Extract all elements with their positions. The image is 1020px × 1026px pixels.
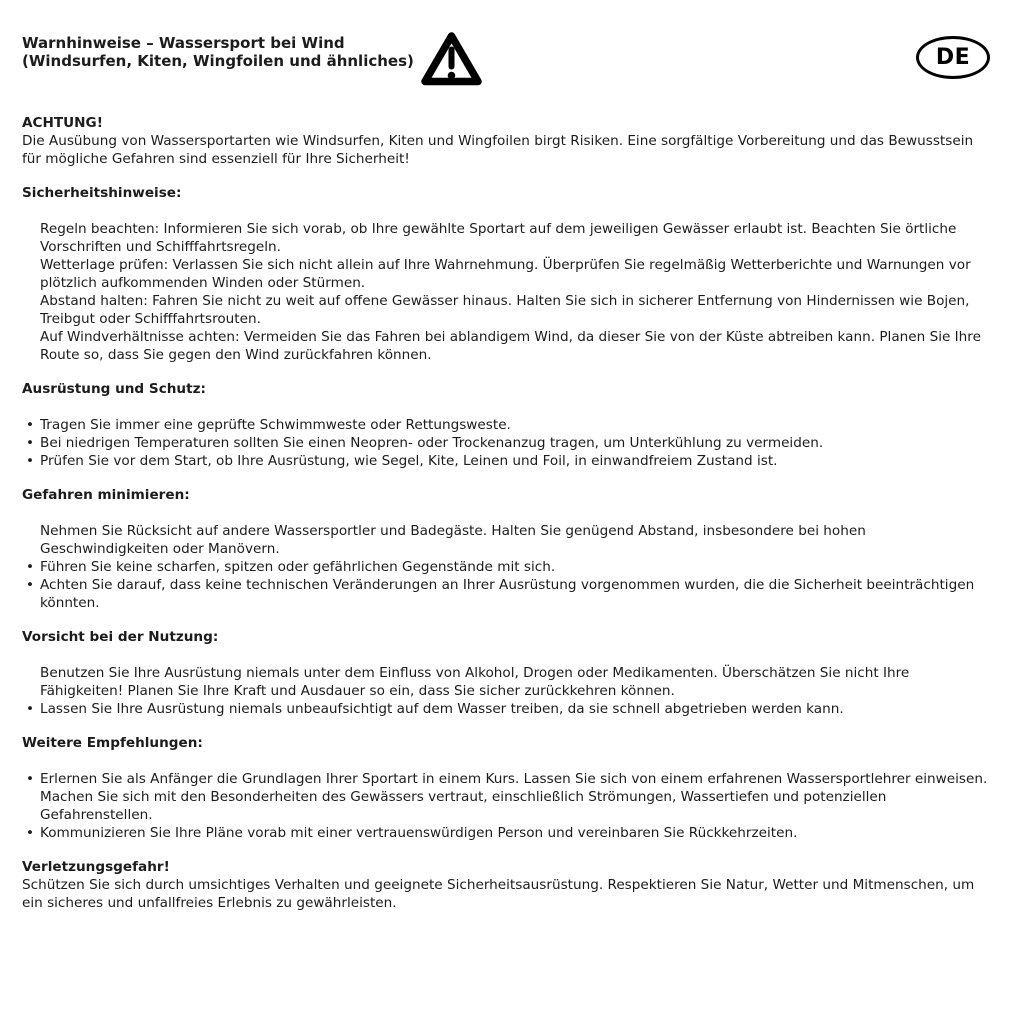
section-heading: ACHTUNG!	[22, 115, 103, 131]
section-sicherheitshinweise	[22, 184, 994, 364]
section-heading: Vorsicht bei der Nutzung:	[22, 629, 219, 645]
list-item: Regeln beachten: Informieren Sie sich vorab, ob Ihre gewählte Sportart auf dem jeweiligen Gewässer erlaubt ist. Beachten Sie örtliche Vorschriften und Schifffahrtsregeln.	[40, 221, 957, 255]
section-heading: Weitere Empfehlungen:	[22, 735, 203, 751]
list-item: Benutzen Sie Ihre Ausrüstung niemals unter dem Einfluss von Alkohol, Drogen oder Medikamenten. Überschätzen Sie nicht Ihre Fähigkeiten! Planen Sie Ihre Kraft und Ausdauer so ein, dass Sie sicher zurückkehren können.	[40, 665, 910, 699]
page-title-line2: (Windsurfen, Kiten, Wingfoilen und ähnliches)	[22, 52, 414, 70]
list-item: • Lassen Sie Ihre Ausrüstung niemals unbeaufsichtigt auf dem Wasser treiben, da sie schnell abgetrieben werden kann.	[22, 700, 994, 718]
list-item: Nehmen Sie Rücksicht auf andere Wassersportler und Badegäste. Halten Sie genügend Abstand, insbesondere bei hohen Geschwindigkeiten oder Manövern.	[40, 523, 866, 557]
paragraph: Die Ausübung von Wassersportarten wie Windsurfen, Kiten und Wingfoilen birgt Risiken. Eine sorgfältige Vorbereitung und das Bewusstsein für mögliche Gefahren sind essenziell für Ihre Sicherheit!	[22, 133, 974, 167]
document-header	[22, 34, 994, 94]
section-heading: Verletzungsgefahr!	[22, 859, 170, 875]
section-ausruestung-und-schutz	[22, 380, 994, 470]
section-heading: Gefahren minimieren:	[22, 487, 190, 503]
list-item: • Achten Sie darauf, dass keine technischen Veränderungen an Ihrer Ausrüstung vorgenommen wurden, die die Sicherheit beeinträchtigen könnten.	[22, 576, 994, 612]
list-item: • Kommunizieren Sie Ihre Pläne vorab mit einer vertrauenswürdigen Person und vereinbaren Sie Rückkehrzeiten.	[22, 824, 994, 842]
page-title	[22, 34, 414, 70]
page-title-line1: Warnhinweise – Wassersport bei Wind	[22, 34, 345, 52]
list-item: • Führen Sie keine scharfen, spitzen oder gefährlichen Gegenstände mit sich.	[22, 558, 994, 576]
paragraph: Schützen Sie sich durch umsichtiges Verhalten und geeignete Sicherheitsausrüstung. Respektieren Sie Natur, Wetter und Mitmenschen, um ein sicheres und unfallfreies Erlebnis zu gewährleisten.	[22, 877, 975, 911]
list-item: • Tragen Sie immer eine geprüfte Schwimmweste oder Rettungsweste.	[22, 416, 994, 434]
list-item: • Bei niedrigen Temperaturen sollten Sie einen Neopren- oder Trockenanzug tragen, um Unterkühlung zu vermeiden.	[22, 434, 994, 452]
section-gefahren-minimieren	[22, 486, 994, 612]
language-badge: DE	[916, 36, 990, 79]
section-heading: Ausrüstung und Schutz:	[22, 381, 206, 397]
warning-triangle-icon	[420, 29, 483, 94]
list-item: • Prüfen Sie vor dem Start, ob Ihre Ausrüstung, wie Segel, Kite, Leinen und Foil, in einwandfreiem Zustand ist.	[22, 452, 994, 470]
section-achtung	[22, 114, 994, 168]
section-vorsicht-bei-der-nutzung	[22, 628, 994, 718]
list-item: Abstand halten: Fahren Sie nicht zu weit auf offene Gewässer hinaus. Halten Sie sich in sicherer Entfernung von Hindernissen wie Bojen, Treibgut oder Schifffahrtsrouten.	[40, 293, 970, 327]
section-verletzungsgefahr	[22, 858, 994, 912]
list-item: Machen Sie sich mit den Besonderheiten des Gewässers vertraut, einschließlich Strömungen, Wassertiefen und potenziellen Gefahrenstellen.	[40, 789, 887, 823]
section-heading: Sicherheitshinweise:	[22, 185, 182, 201]
list-item: • Erlernen Sie als Anfänger die Grundlagen Ihrer Sportart in einem Kurs. Lassen Sie sich von einem erfahrenen Wassersportlehrer einweisen.	[22, 770, 994, 788]
list-item: Auf Windverhältnisse achten: Vermeiden Sie das Fahren bei ablandigem Wind, da dieser Sie von der Küste abtreiben kann. Planen Sie Ihre Route so, dass Sie gegen den Wind zurückfahren können.	[40, 329, 981, 363]
section-weitere-empfehlungen	[22, 734, 994, 842]
list-item: Wetterlage prüfen: Verlassen Sie sich nicht allein auf Ihre Wahrnehmung. Überprüfen Sie regelmäßig Wetterberichte und Warnungen vor plötzlich aufkommenden Winden oder Stürmen.	[40, 257, 971, 291]
